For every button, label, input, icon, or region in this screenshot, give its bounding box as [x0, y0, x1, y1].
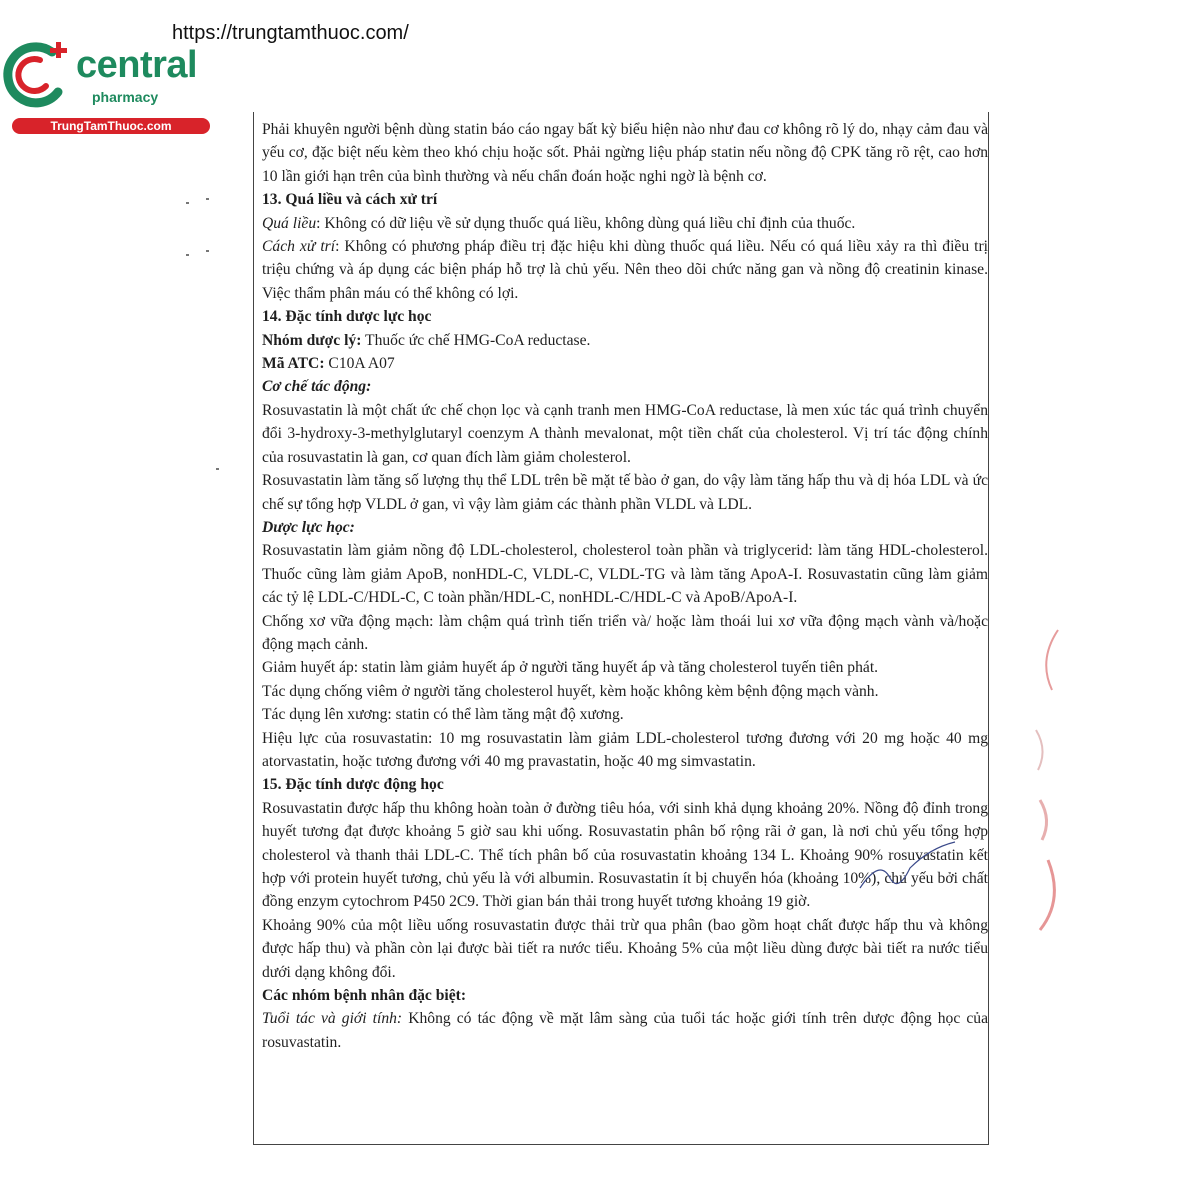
pharmacodynamics-paragraph: Rosuvastatin làm giảm nồng độ LDL-cholesterol, cholesterol toàn phần và triglycerid: làm tăng HDL-cholesterol. Thuốc cũng làm giảm ApoB, nonHDL-C, VLDL-C, VLDL-TG và làm tăng ApoA-I. Rosuvastatin cũng làm giảm các tỷ lệ LDL-C/HDL-C, C toàn phần/HDL-C, nonHDL-C/HDL-C và ApoB/ApoA-I. — [262, 542, 988, 607]
mechanism-paragraph: Rosuvastatin là một chất ức chế chọn lọc và cạnh tranh men HMG-CoA reductase, là men xúc tác quá trình chuyển đổi 3-hydroxy-3-methylglutaryl coenzym A thành mevalonat, một tiền chất của cholesterol. Vị trí tác động chính của rosuvastatin là gan, cơ quan đích làm giảm cholesterol. — [262, 401, 988, 466]
overdose-label: Quá liều — [262, 214, 317, 232]
pharmacokinetics-paragraph: Rosuvastatin được hấp thu không hoàn toàn ở đường tiêu hóa, với sinh khả dụng khoảng 20%. Nồng độ đỉnh trong huyết tương đạt được khoảng 5 giờ sau khi uống. Rosuvastatin phân bố rộng rãi ở gan, là nơi chủ yếu tổng hợp cholesterol và thanh thải LDL-C. Thể tích phân bố của rosuvastatin khoảng 134 L. Khoảng 90% rosuvastatin kết hợp với protein huyết tương, chủ yếu là với albumin. Rosuvastatin ít bị chuyển hóa (khoảng 10%), chủ yếu bởi chất đồng enzym cytochrom P450 2C9. Thời gian bán thải trong huyết tương khoảng 19 giờ. — [262, 799, 988, 911]
group-text: Thuốc ức chế HMG-CoA reductase. — [361, 331, 591, 349]
scan-mark — [206, 250, 209, 252]
treatment-text: : Không có phương pháp điều trị đặc hiệu khi dùng thuốc quá liều. Nếu có quá liều xảy ra thì điều trị triệu chứng và áp dụng các biện pháp hỗ trợ là chủ yếu. Nên theo dõi chức năng gan và nồng độ creatinin kinase. Việc thẩm phân máu có thể không có lợi. — [262, 238, 988, 302]
pharmacodynamics-paragraph: Tác dụng chống viêm ở người tăng cholesterol huyết, kèm hoặc không kèm bệnh động mạch vành. — [262, 682, 879, 700]
special-groups-title: Các nhóm bệnh nhân đặc biệt: — [262, 987, 467, 1005]
section-13-title: 13. Quá liều và cách xử trí — [262, 191, 438, 209]
pharmacodynamics-title: Dược lực học: — [262, 518, 355, 536]
partial-seal-stamp-icon — [1028, 620, 1068, 950]
age-gender-paragraph — [262, 1007, 988, 1054]
scan-mark — [206, 198, 209, 200]
logo-wordmark: central — [76, 44, 198, 86]
handwritten-initial-icon — [850, 838, 960, 898]
logo-subtitle: pharmacy — [92, 89, 159, 105]
mechanism-title: Cơ chế tác động: — [262, 378, 372, 396]
pharmacodynamics-paragraph: Hiệu lực của rosuvastatin: 10 mg rosuvastatin làm giảm LDL-cholesterol tương đương với 20 mg hoặc 40 mg atorvastatin, hoặc tương đương với 40 mg pravastatin, hoặc 40 mg simvastatin. — [262, 729, 988, 770]
pharmacokinetics-paragraph: Khoảng 90% của một liều uống rosuvastatin được thải trừ qua phân (bao gồm hoạt chất được hấp thu và không được hấp thu) và phần còn lại được bài tiết ra nước tiểu. Khoảng 5% của một liều dùng được bài tiết ra nước tiểu dưới dạng không đổi. — [262, 916, 988, 981]
pharmacologic-group — [262, 329, 988, 352]
overdose-text: : Không có dữ liệu về sử dụng thuốc quá liều, không dùng quá liều chỉ định của thuốc. — [316, 214, 856, 232]
section-14-title: 14. Đặc tính dược lực học — [262, 308, 432, 326]
atc-label: Mã ATC: — [262, 355, 325, 373]
treatment-label: Cách xử trí — [262, 238, 336, 256]
pharmacodynamics-paragraph: Chống xơ vữa động mạch: làm chậm quá trình tiến triển và/ hoặc làm thoái lui xơ vữa động mạch vành và/hoặc động mạch cảnh. — [262, 612, 988, 653]
atc-text: C10A A07 — [324, 355, 395, 373]
document-content — [262, 118, 988, 1054]
atc-code — [262, 352, 988, 375]
intro-paragraph: Phải khuyên người bệnh dùng statin báo cáo ngay bất kỳ biểu hiện nào như đau cơ không rõ lý do, nhạy cảm đau và yếu cơ, đặc biệt nếu kèm theo khó chịu hoặc sốt. Phải ngừng liệu pháp statin nếu nồng độ CPK tăng rõ rệt, cao hơn 10 lần giới hạn trên của bình thường và nếu chẩn đoán hoặc nghi ngờ là bệnh cơ. — [262, 121, 988, 185]
treatment-paragraph — [262, 235, 988, 305]
age-gender-label: Tuổi tác và giới tính: — [262, 1010, 403, 1028]
mechanism-paragraph: Rosuvastatin làm tăng số lượng thụ thể LDL trên bề mặt tế bào ở gan, do vậy làm tăng hấp thu và dị hóa LDL và ức chế sự tổng hợp VLDL ở gan, vì vậy làm giảm các thành phần VLDL và LDL. — [262, 472, 988, 513]
logo-badge[interactable]: TrungTamThuoc.com — [12, 118, 210, 134]
overdose-paragraph — [262, 212, 988, 235]
age-gender-text: Không có tác động về mặt lâm sàng của tuổi tác hoặc giới tính trên dược động học của rosuvastatin. — [262, 1010, 988, 1051]
scan-mark — [186, 254, 189, 256]
pharmacodynamics-paragraph: Giảm huyết áp: statin làm giảm huyết áp ở người tăng huyết áp và tăng cholesterol tuyến tiên phát. — [262, 659, 879, 677]
group-label: Nhóm dược lý: — [262, 331, 362, 349]
scan-mark — [186, 202, 189, 204]
source-url[interactable]: https://trungtamthuoc.com/ — [172, 22, 409, 44]
scan-mark — [216, 468, 219, 470]
pharmacodynamics-paragraph: Tác dụng lên xương: statin có thể làm tăng mật độ xương. — [262, 706, 624, 724]
section-15-title: 15. Đặc tính dược động học — [262, 776, 444, 794]
